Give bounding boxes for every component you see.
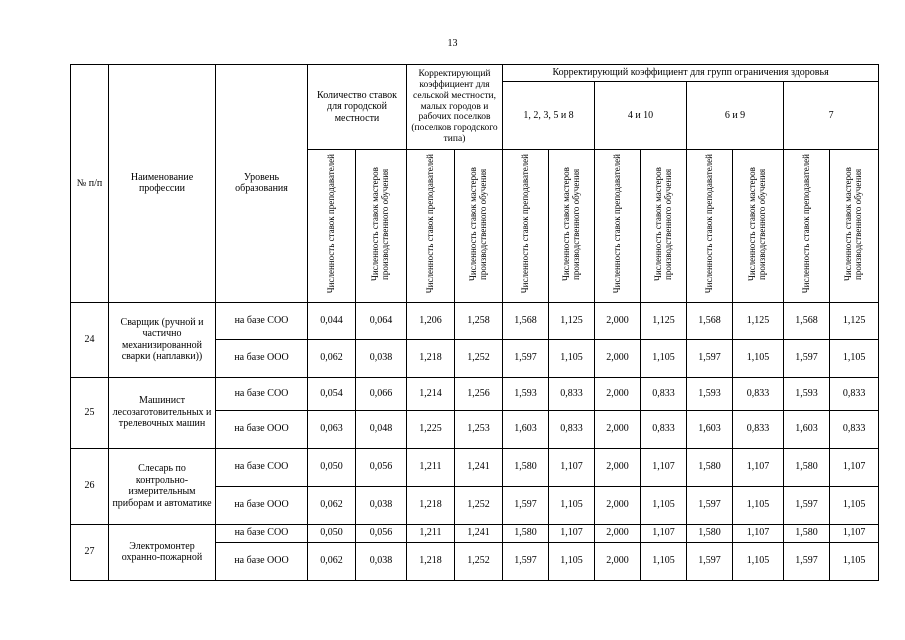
header-health-group: Корректирующий коэффициент для групп ограничения здоровья — [503, 65, 879, 82]
value-cell: 1,258 — [455, 302, 503, 339]
profession-name: Машинист лесозаготовительных и трелевочных машин — [109, 377, 216, 448]
header-row-1 — [71, 65, 879, 82]
education-level: на базе ООО — [216, 410, 308, 448]
value-cell: 1,105 — [641, 542, 687, 580]
value-cell: 1,107 — [733, 448, 784, 486]
value-cell: 1,603 — [503, 410, 549, 448]
value-cell: 0,833 — [641, 410, 687, 448]
value-cell: 0,062 — [308, 486, 356, 524]
value-cell: 2,000 — [595, 302, 641, 339]
value-cell: 1,105 — [733, 339, 784, 377]
value-cell: 1,253 — [455, 410, 503, 448]
header-col-teachers — [687, 150, 733, 303]
value-cell: 1,593 — [503, 377, 549, 410]
value-cell: 1,225 — [407, 410, 455, 448]
education-level: на базе ООО — [216, 339, 308, 377]
education-level: на базе ООО — [216, 542, 308, 580]
value-cell: 0,050 — [308, 524, 356, 542]
value-cell: 1,107 — [830, 524, 879, 542]
value-cell: 1,105 — [549, 339, 595, 377]
value-cell: 1,603 — [687, 410, 733, 448]
value-cell: 0,833 — [549, 410, 595, 448]
value-cell: 0,038 — [356, 542, 407, 580]
value-cell: 1,125 — [641, 302, 687, 339]
profession-name: Слесарь по контрольно-измерительным приборам и автоматике — [109, 448, 216, 524]
coefficients-table — [70, 64, 879, 581]
rotated-header-text: Численность ставок мастеров производственного обучения — [467, 167, 488, 281]
row-number: 27 — [71, 524, 109, 580]
row-number: 24 — [71, 302, 109, 377]
profession-name: Электромонтер охранно-пожарной — [109, 524, 216, 580]
value-cell: 1,593 — [784, 377, 830, 410]
value-cell: 1,107 — [733, 524, 784, 542]
value-cell: 2,000 — [595, 448, 641, 486]
header-col-teachers — [503, 150, 549, 303]
value-cell: 1,568 — [687, 302, 733, 339]
value-cell: 0,833 — [733, 377, 784, 410]
header-city-group: Количество ставок для городской местности — [308, 65, 407, 150]
value-cell: 1,252 — [455, 339, 503, 377]
value-cell: 0,054 — [308, 377, 356, 410]
value-cell: 0,833 — [830, 410, 879, 448]
value-cell: 1,107 — [830, 448, 879, 486]
value-cell: 1,105 — [549, 542, 595, 580]
value-cell: 1,568 — [784, 302, 830, 339]
value-cell: 0,833 — [733, 410, 784, 448]
header-num: № п/п — [71, 65, 109, 303]
value-cell: 0,038 — [356, 339, 407, 377]
rotated-header-text: Численность ставок мастеров производственного обучения — [370, 167, 390, 281]
header-col-teachers — [595, 150, 641, 303]
value-cell: 0,056 — [356, 524, 407, 542]
value-cell: 1,105 — [830, 339, 879, 377]
rotated-header-text: Численность ставок преподавателей — [800, 154, 811, 294]
rotated-header-text: Численность ставок преподавателей — [703, 154, 714, 294]
value-cell: 1,218 — [407, 339, 455, 377]
rotated-header-text: Численность ставок преподавателей — [611, 154, 622, 294]
value-cell: 1,603 — [784, 410, 830, 448]
header-col-masters — [549, 150, 595, 303]
value-cell: 0,833 — [549, 377, 595, 410]
table-row — [71, 302, 879, 339]
value-cell: 0,050 — [308, 448, 356, 486]
value-cell: 2,000 — [595, 524, 641, 542]
value-cell: 0,063 — [308, 410, 356, 448]
education-level: на базе СОО — [216, 448, 308, 486]
row-number: 26 — [71, 448, 109, 524]
value-cell: 1,597 — [784, 542, 830, 580]
value-cell: 1,597 — [784, 486, 830, 524]
value-cell: 1,218 — [407, 542, 455, 580]
value-cell: 0,833 — [830, 377, 879, 410]
value-cell: 1,568 — [503, 302, 549, 339]
header-col-teachers — [407, 150, 455, 303]
value-cell: 0,056 — [356, 448, 407, 486]
value-cell: 0,833 — [641, 377, 687, 410]
header-col-masters — [733, 150, 784, 303]
value-cell: 1,105 — [733, 486, 784, 524]
rotated-header-text: Численность ставок мастеров производственного обучения — [843, 167, 864, 281]
value-cell: 1,580 — [687, 448, 733, 486]
header-health-subgroup: 4 и 10 — [595, 82, 687, 150]
value-cell: 1,125 — [830, 302, 879, 339]
value-cell: 1,125 — [549, 302, 595, 339]
rotated-header-text: Численность ставок преподавателей — [325, 154, 336, 294]
value-cell: 1,125 — [733, 302, 784, 339]
education-level: на базе ООО — [216, 486, 308, 524]
value-cell: 1,105 — [830, 486, 879, 524]
rotated-header-text: Численность ставок мастеров производственного обучения — [560, 167, 581, 281]
header-col-masters — [830, 150, 879, 303]
education-level: на базе СОО — [216, 524, 308, 542]
header-profession: Наименование профессии — [109, 65, 216, 303]
header-col-masters — [455, 150, 503, 303]
value-cell: 1,593 — [687, 377, 733, 410]
education-level: на базе СОО — [216, 302, 308, 339]
value-cell: 1,218 — [407, 486, 455, 524]
value-cell: 1,597 — [687, 486, 733, 524]
value-cell: 1,211 — [407, 448, 455, 486]
header-col-teachers — [308, 150, 356, 303]
page-number: 13 — [447, 38, 458, 49]
value-cell: 2,000 — [595, 542, 641, 580]
value-cell: 1,241 — [455, 448, 503, 486]
value-cell: 2,000 — [595, 377, 641, 410]
value-cell: 1,107 — [641, 448, 687, 486]
value-cell: 1,105 — [549, 486, 595, 524]
value-cell: 0,038 — [356, 486, 407, 524]
value-cell: 1,580 — [784, 524, 830, 542]
value-cell: 1,241 — [455, 524, 503, 542]
value-cell: 0,064 — [356, 302, 407, 339]
value-cell: 0,062 — [308, 542, 356, 580]
header-rural-group: Корректирующий коэффициент для сельской местности, малых городов и рабочих поселков (поселков городского типа) — [407, 65, 503, 150]
value-cell: 1,597 — [687, 339, 733, 377]
value-cell: 1,580 — [503, 448, 549, 486]
rotated-header-text: Численность ставок преподавателей — [424, 154, 435, 294]
value-cell: 2,000 — [595, 486, 641, 524]
value-cell: 1,105 — [641, 339, 687, 377]
header-col-masters — [641, 150, 687, 303]
value-cell: 1,597 — [503, 339, 549, 377]
education-level: на базе СОО — [216, 377, 308, 410]
value-cell: 0,062 — [308, 339, 356, 377]
value-cell: 1,105 — [641, 486, 687, 524]
value-cell: 1,597 — [503, 542, 549, 580]
row-number: 25 — [71, 377, 109, 448]
rotated-header-text: Численность ставок мастеров производственного обучения — [747, 167, 768, 281]
header-health-subgroup: 6 и 9 — [687, 82, 784, 150]
rotated-header-text: Численность ставок преподавателей — [519, 154, 530, 294]
value-cell: 1,107 — [549, 524, 595, 542]
value-cell: 1,211 — [407, 524, 455, 542]
value-cell: 2,000 — [595, 339, 641, 377]
header-education: Уровень образования — [216, 65, 308, 303]
value-cell: 1,256 — [455, 377, 503, 410]
value-cell: 1,107 — [641, 524, 687, 542]
value-cell: 1,597 — [784, 339, 830, 377]
rotated-header-text: Численность ставок мастеров производственного обучения — [652, 167, 673, 281]
table-row — [71, 377, 879, 410]
header-col-masters — [356, 150, 407, 303]
value-cell: 1,597 — [503, 486, 549, 524]
value-cell: 1,105 — [733, 542, 784, 580]
value-cell: 2,000 — [595, 410, 641, 448]
table-row — [71, 524, 879, 542]
value-cell: 1,580 — [687, 524, 733, 542]
value-cell: 1,214 — [407, 377, 455, 410]
value-cell: 1,252 — [455, 486, 503, 524]
value-cell: 1,597 — [687, 542, 733, 580]
value-cell: 0,044 — [308, 302, 356, 339]
value-cell: 1,107 — [549, 448, 595, 486]
profession-name: Сварщик (ручной и частично механизированной сварки (наплавки)) — [109, 302, 216, 377]
value-cell: 1,580 — [784, 448, 830, 486]
value-cell: 0,048 — [356, 410, 407, 448]
value-cell: 1,105 — [830, 542, 879, 580]
value-cell: 1,580 — [503, 524, 549, 542]
value-cell: 1,206 — [407, 302, 455, 339]
value-cell: 1,252 — [455, 542, 503, 580]
header-col-teachers — [784, 150, 830, 303]
header-health-subgroup: 1, 2, 3, 5 и 8 — [503, 82, 595, 150]
value-cell: 0,066 — [356, 377, 407, 410]
header-health-subgroup: 7 — [784, 82, 879, 150]
table-row — [71, 448, 879, 486]
